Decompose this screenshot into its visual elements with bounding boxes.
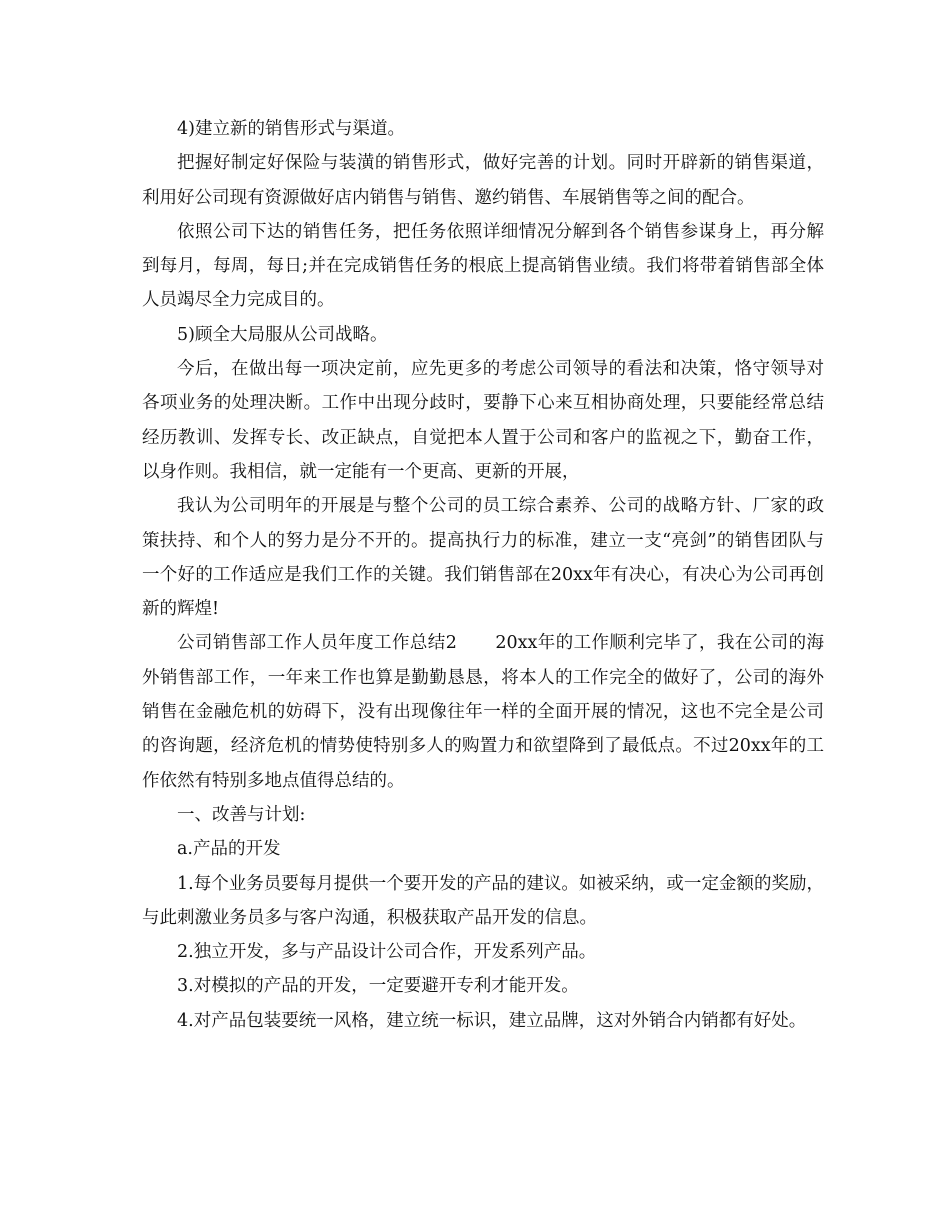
paragraph-sales-tasks: 依照公司下达的销售任务，把任务依照详细情况分解到各个销售参谋身上，再分解到每月，每周，每日;并在完成销售任务的根底上提高销售业绩。我们将带着销售部全体人员竭尽全力完成目的。 (142, 221, 824, 311)
summary-title: 公司销售部工作人员年度工作总结2 (177, 633, 457, 654)
heading-sales-channels: 4)建立新的销售形式与渠道。 (177, 119, 405, 139)
heading-company-strategy: 5)顾全大局服从公司战略。 (177, 324, 388, 345)
paragraph-summary-2 (142, 626, 824, 797)
list-item: 4.对产品包装要统一风格，建立统一标识，建立品牌，这对外销合内销都有好处。 (177, 1010, 807, 1031)
document-page (142, 112, 824, 1038)
list-item: 2.独立开发，多与产品设计公司合作，开发系列产品。 (177, 942, 597, 963)
paragraph-next-year: 我认为公司明年的开展是与整个公司的员工综合素养、公司的战略方针、厂家的政策扶持、和个人的努力是分不开的。提高执行力的标准，建立一支“亮剑”的销售团队与一个好的工作适应是我们工作的关键。我们销售部在20xx年有决心，有决心为公司再创新的辉煌! (142, 496, 824, 620)
sub-heading: a.产品的开发 (177, 839, 281, 860)
paragraph-decisions: 今后，在做出每一项决定前，应先更多的考虑公司领导的看法和决策，恪守领导对各项业务的处理决断。工作中出现分歧时，要静下心来互相协商处理，只要能经常总结经历教训、发挥专长、改正缺点，自觉把本人置于公司和客户的监视之下，勤奋工作，以身作则。我相信，就一定能有一个更高、更新的开展， (142, 359, 824, 482)
summary-body: 20xx年的工作顺利完毕了，我在公司的海外销售部工作，一年来工作也算是勤勤恳恳，将本人的工作完全的做好了，公司的海外销售在金融危机的妨碍下，没有出现像往年一样的全面开展的情况，这也不完全是公司的咨询题，经济危机的情势使特别多人的购置力和欲望降到了最低点。不过20xx年的工作依然有特别多地点值得总结的。 (142, 633, 824, 791)
section-heading: 一、改善与计划: (177, 804, 306, 825)
list-item: 3.对模拟的产品的开发，一定要避开专利才能开发。 (177, 976, 579, 997)
paragraph-sales-forms: 把握好制定好保险与装潢的销售形式，做好完善的计划。同时开辟新的销售渠道，利用好公司现有资源做好店内销售与销售、邀约销售、车展销售等之间的配合。 (142, 153, 824, 208)
list-item: 1.每个业务员要每月提供一个要开发的产品的建议。如被采纳，或一定金额的奖励，与此刺激业务员多与客户沟通，积极获取产品开发的信息。 (142, 873, 824, 928)
